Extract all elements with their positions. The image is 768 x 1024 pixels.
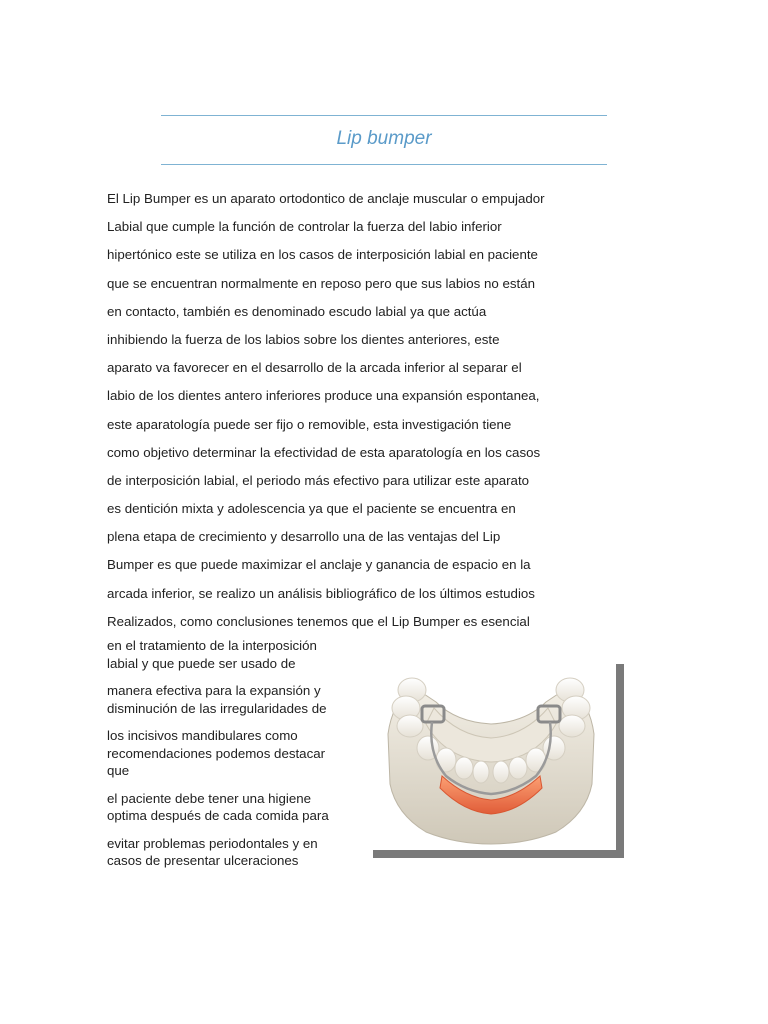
column-paragraph: evitar problemas periodontales y en casos de presentar ulceraciones <box>107 835 318 868</box>
lip-bumper-photo-frame <box>366 664 624 858</box>
title-rule-bottom <box>161 164 607 165</box>
lip-bumper-photo <box>366 664 616 850</box>
column-paragraph: manera efectiva para la expansión y disminución de las irregularidades de <box>107 683 327 716</box>
body-line: Bumper es que puede maximizar el anclaje y ganancia de espacio en la <box>107 557 531 573</box>
body-line: plena etapa de crecimiento y desarrollo una de las ventajas del Lip <box>107 529 501 545</box>
title-rule-top <box>161 115 607 116</box>
body-line: Realizados, como conclusiones tenemos que el Lip Bumper es esencial <box>107 613 530 629</box>
body-line: El Lip Bumper es un aparato ortodontico de anclaje muscular o empujador <box>107 191 545 206</box>
body-line: de interposición labial, el periodo más efectivo para utilizar este aparato <box>107 472 530 488</box>
body-line: inhibiendo la fuerza de los labios sobre los dientes anteriores, este <box>107 331 500 347</box>
body-line: este aparatología puede ser fijo o removible, esta investigación tiene <box>107 416 512 432</box>
body-line: como objetivo determinar la efectividad de esta aparatología en los casos <box>107 444 541 460</box>
column-paragraph: el paciente debe tener una higiene optima después de cada comida para <box>107 790 329 823</box>
page-title: Lip bumper <box>336 128 432 149</box>
column-paragraph: los incisivos mandibulares como recomendaciones podemos destacar que <box>107 728 326 778</box>
column-paragraph: en el tratamiento de la interposición labial y que puede ser usado de <box>107 638 317 671</box>
body-line: hipertónico este se utiliza en los casos de interposición labial en paciente <box>107 247 538 263</box>
left-column-text <box>107 637 339 880</box>
body-line: es dentición mixta y adolescencia ya que el paciente se encuentra en <box>107 501 516 517</box>
body-line: aparato va favorecer en el desarrollo de la arcada inferior al separar el <box>107 360 522 376</box>
body-line: labio de los dientes antero inferiores produce una expansión espontanea, <box>107 388 540 404</box>
body-line: en contacto, también es denominado escudo labial ya que actúa <box>107 303 487 319</box>
body-line: que se encuentran normalmente en reposo pero que sus labios no están <box>107 275 536 291</box>
body-line: arcada inferior, se realizo un análisis bibliográfico de los últimos estudios <box>107 585 535 601</box>
body-text <box>107 188 577 639</box>
body-line: Labial que cumple la función de controlar la fuerza del labio inferior <box>107 219 502 235</box>
dental-model-illustration <box>366 664 616 850</box>
